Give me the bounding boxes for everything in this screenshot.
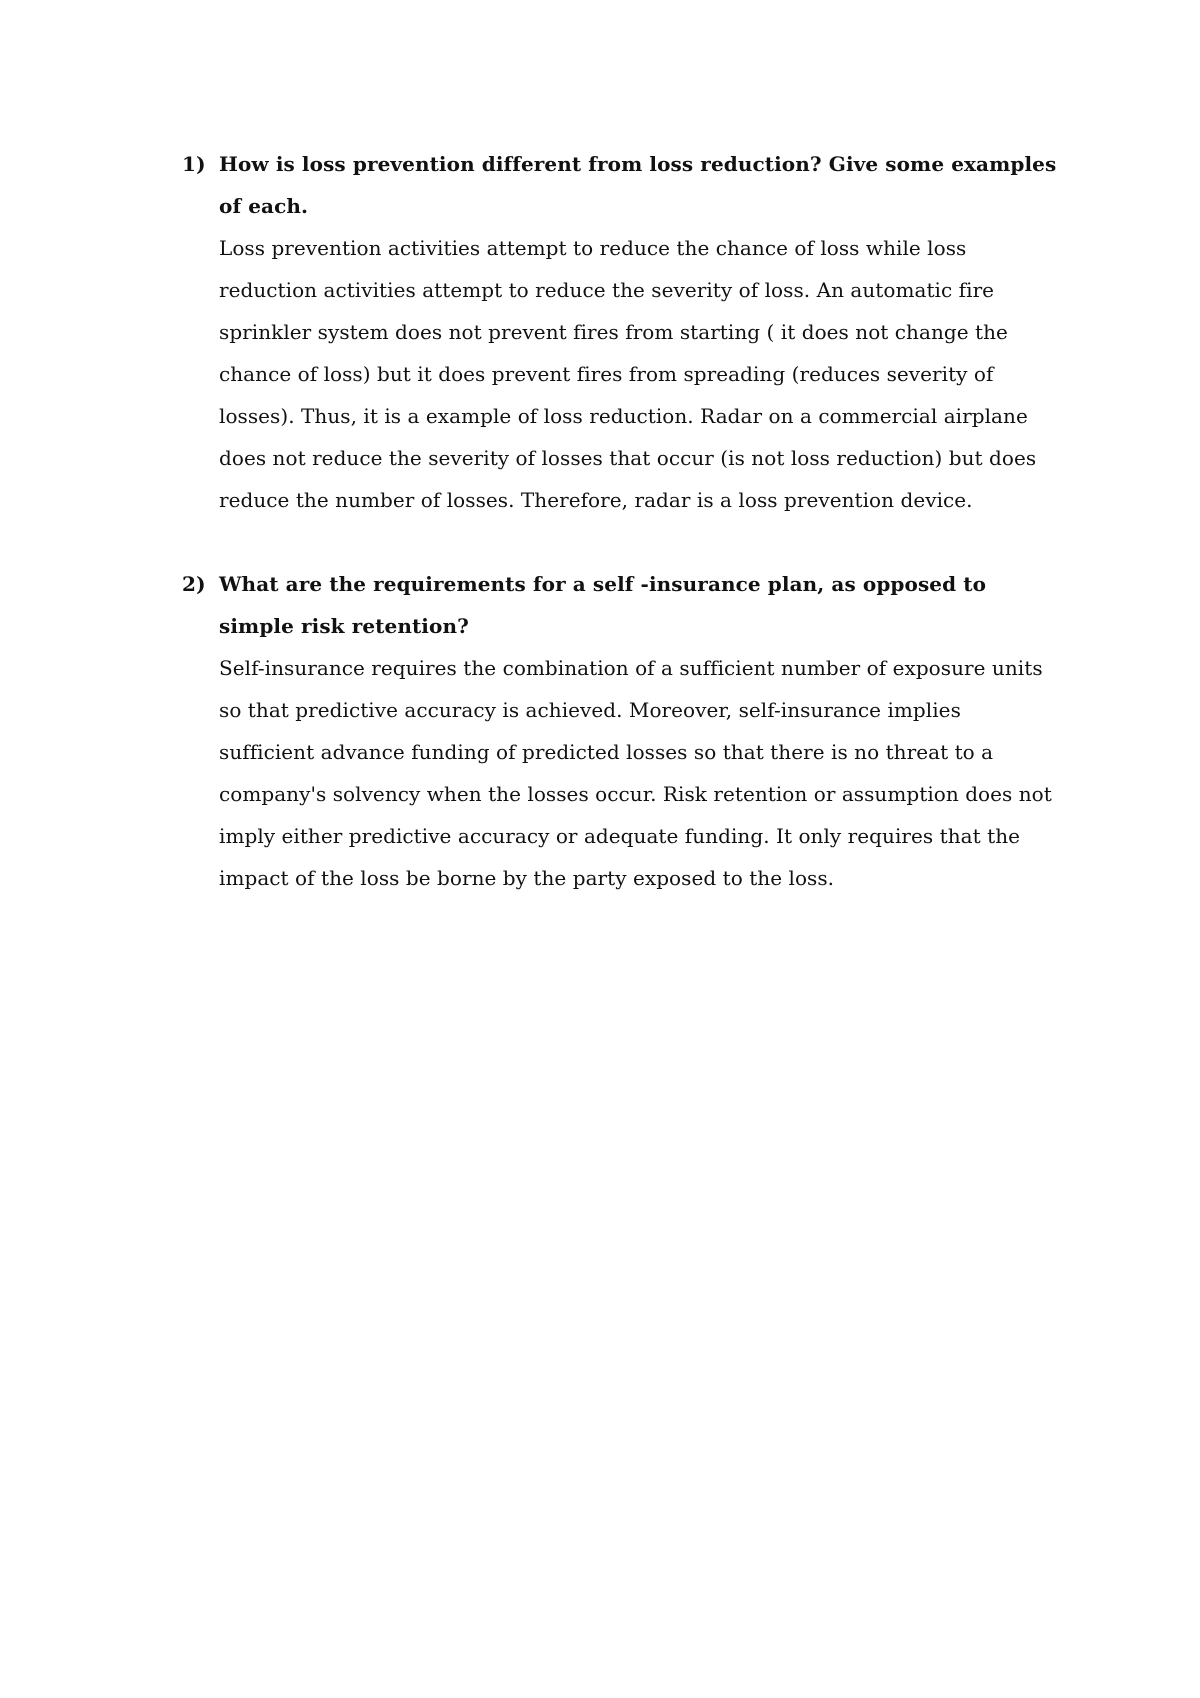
question-number: 2) (182, 572, 206, 596)
question-text: How is loss prevention different from loss reduction? Give some examples of each. (219, 152, 1057, 218)
question-block-1 (182, 143, 1062, 521)
question-content (219, 563, 1062, 899)
answer-text: Self-insurance requires the combination of a sufficient number of exposure units so that predictive accuracy is achieved. Moreover, self-insurance implies sufficient advance funding of predicted losses so that there is no threat to a company's solvency when the losses occur. Risk retention or assumption does not imply either predictive accuracy or adequate funding. It only requires that the impact of the loss be borne by the party exposed to the loss. (219, 656, 1052, 890)
question-block-2 (182, 563, 1062, 899)
question-content (219, 143, 1062, 521)
question-number: 1) (182, 152, 206, 176)
answer-text: Loss prevention activities attempt to reduce the chance of loss while loss reduction activities attempt to reduce the severity of loss. An automatic fire sprinkler system does not prevent fires from starting ( it does not change the chance of loss) but it does prevent fires from spreading (reduces severity of losses). Thus, it is a example of loss reduction. Radar on a commercial airplane does not reduce the severity of losses that occur (is not loss reduction) but does reduce the number of losses. Therefore, radar is a loss prevention device. (219, 236, 1037, 512)
question-text: What are the requirements for a self -insurance plan, as opposed to simple risk retention? (219, 572, 987, 638)
